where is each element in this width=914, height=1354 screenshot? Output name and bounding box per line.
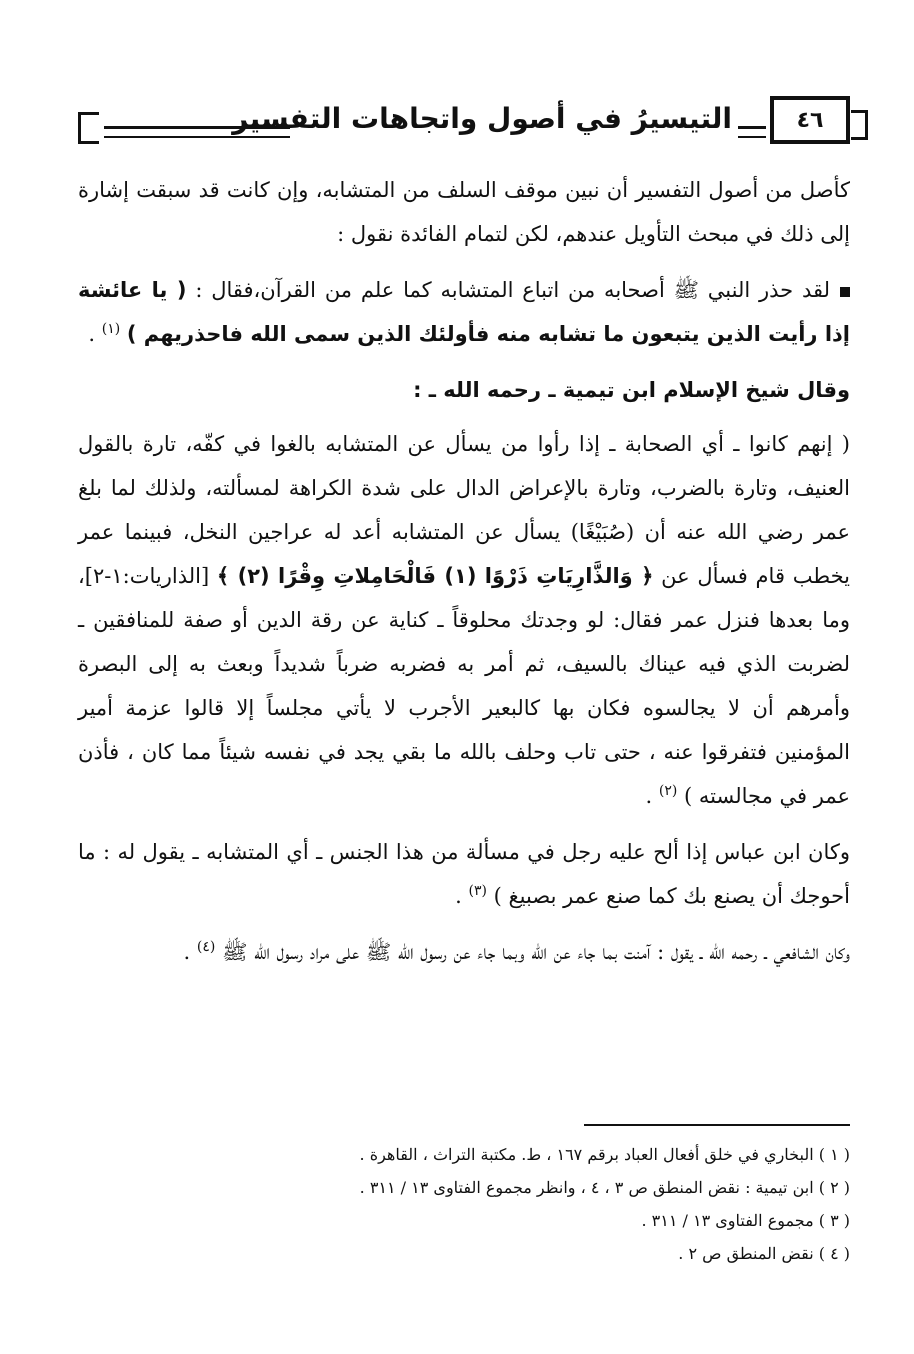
square-bullet-icon xyxy=(840,287,850,297)
ibn-abbas-text: وكان ابن عباس إذا ألح عليه رجل في مسألة من هذا الجنس ـ أي المتشابه ـ يقول له : ما أحوجك أن يصنع بك كما صنع عمر بصبيغ ) xyxy=(78,840,850,908)
paragraph-ibn-abbas xyxy=(78,830,850,918)
running-title: التيسيرُ في أصول واتجاهات التفسير xyxy=(232,102,732,135)
footnote-divider xyxy=(584,1124,850,1126)
paragraph-intro: كأصل من أصول التفسير أن نبين موقف السلف من المتشابه، وإن كانت قد سبقت إشارة إلى ذلك في مبحث التأويل عندهم، لكن لتمام الفائدة نقول : xyxy=(78,178,850,246)
footnote-1: ( ١ ) البخاري في خلق أفعال العباد برقم ١٦٧ ، ط. مكتبة التراث ، القاهرة . xyxy=(359,1145,850,1164)
ibn-abbas-end: . xyxy=(455,884,462,908)
footnote-2: ( ٢ ) ابن تيمية : نقض المنطق ص ٣ ، ٤ ، وانظر مجموع الفتاوى ١٣ / ٣١١ . xyxy=(359,1178,850,1197)
quote-part-2: [الذاريات:١-٢]، وما بعدها فنزل عمر فقال: لو وجدتك محلوقاً ـ كناية عن رقة الدين أو صفة للمنافقين ـ لضربت الذي فيه عيناك بالسيف، ثم أمر به فضربه ضرباً شديداً وبعث به إلى البصرة وأمرهم أن لا يجالسوه فكان بها كالبعير الأجرب لا يأتي مجلساً إلا قالوا عزمة أمير المؤمنين فتفرقوا عنه ، حتى تاب وحلف بالله ما بقي يجد في نفسه شيئاً مما كان ، فأذن عمر في مجالسته ) xyxy=(78,564,850,808)
footnote-3: ( ٣ ) مجموع الفتاوى ١٣ / ٣١١ . xyxy=(641,1211,850,1230)
footnote-ref-4: (٤) xyxy=(196,939,216,955)
shafii-text: وكان الشافعي ـ رحمه الله ـ يقول : آمنت بما جاء عن الله وبما جاء عن رسول الله ﷺ على مراد رسول الله ﷺ xyxy=(222,940,850,964)
header-rule-left xyxy=(104,126,290,138)
main-text xyxy=(78,168,850,986)
shafii-end: . xyxy=(183,940,191,964)
page-header xyxy=(78,92,858,162)
header-ornament-icon xyxy=(78,112,99,144)
footnotes xyxy=(78,1138,850,1270)
quran-ayah: ﴿ وَالذَّارِيَاتِ ذَرْوًا (١) فَالْحَامِلاتِ وِقْرًا (٢) ﴾ xyxy=(216,564,654,588)
footnote-ref-1: (١) xyxy=(101,321,121,337)
paragraph-shafii xyxy=(78,930,850,974)
footnote-ref-2: (٢) xyxy=(658,783,678,799)
section-heading: وقال شيخ الإسلام ابن تيمية ـ رحمه الله ـ : xyxy=(413,378,850,402)
hadith-intro: لقد حذر النبي ﷺ أصحابه من اتباع المتشابه كما علم من القرآن،فقال : xyxy=(195,278,830,302)
footnote-ref-3: (٣) xyxy=(468,883,487,899)
header-rule-right xyxy=(738,126,766,138)
hadith-end: . xyxy=(88,322,96,346)
paragraph-hadith xyxy=(78,268,850,356)
quote-end: . xyxy=(645,784,653,808)
paragraph-ibn-taymiyya xyxy=(78,422,850,818)
page-number: ٤٦ xyxy=(770,96,850,144)
hadith-quote: ( يا عائشة إذا رأيت الذين يتبعون ما تشابه منه فأولئك الذين سمى الله فاحذريهم ) xyxy=(78,278,850,346)
quote-part-1: ( إنهم كانوا ـ أي الصحابة ـ إذا رأوا من يسأل عن المتشابه بالغوا في كفّه، تارة بالقول العنيف، وتارة بالضرب، وتارة بالإعراض الدال على شدة الكراهة لمسألته، ولذلك لما بلغ عمر رضي الله عنه أن (صُبَيْغًا) يسأل عن المتشابه أعد له عراجين النخل، فبينما عمر يخطب قام فسأل عن xyxy=(78,432,850,588)
footnote-4: ( ٤ ) نقض المنطق ص ٢ . xyxy=(678,1244,850,1263)
